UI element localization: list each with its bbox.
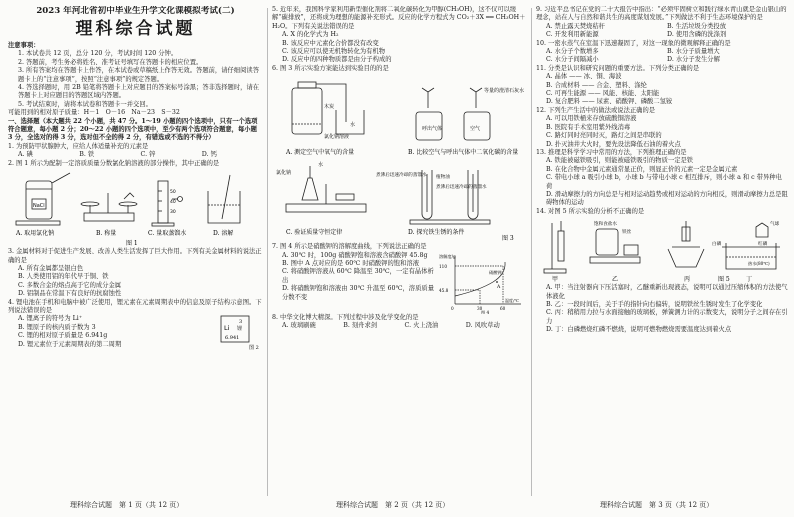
atomic-number: 3 bbox=[239, 319, 243, 326]
tick-label: 30 bbox=[170, 210, 176, 216]
figure-number: 图 1 bbox=[126, 240, 138, 248]
figure-label: 空气 bbox=[470, 126, 481, 133]
dropper-icon bbox=[422, 88, 434, 108]
balance-icon bbox=[590, 257, 640, 263]
option: C. 开发利用新能源 bbox=[546, 31, 599, 39]
tick-label: 50 bbox=[170, 190, 176, 196]
option: B. 铁 bbox=[79, 151, 95, 159]
balance-icon bbox=[286, 204, 366, 212]
option: C. 水分子间隔减小 bbox=[546, 56, 599, 64]
option: D. 风吹草动 bbox=[465, 322, 500, 330]
option: B. 在化合物中金属元素通常显正价，则显正价的元素一定是金属元素 bbox=[546, 165, 738, 173]
option: B. 合成材料 —— 合金、塑料、涤纶 bbox=[546, 81, 647, 89]
figure-label: 饱和食盐水 bbox=[594, 222, 617, 228]
nacl-label: NaCl bbox=[33, 203, 45, 210]
question-14: 14. 对图 5 所示实验的分析不正确的是 bbox=[536, 207, 645, 215]
figure-caption: D. 溶解 bbox=[213, 230, 234, 238]
x-tick: 60 bbox=[500, 305, 506, 311]
figure-caption: 乙 bbox=[612, 276, 619, 284]
point-label: A bbox=[497, 284, 501, 290]
figure-caption: A. 测定空气中氧气的含量 bbox=[286, 149, 355, 157]
option: D. 复合肥料 —— 尿素、硝酸钾、磷酸二氢铵 bbox=[546, 98, 673, 106]
option: A. 碘 bbox=[18, 151, 33, 159]
option: B. 生活垃圾分类投放 bbox=[667, 22, 727, 30]
figure-label: 氯化钠 bbox=[276, 170, 292, 177]
gas-bottle-icon bbox=[292, 88, 322, 134]
option: C. 锂的相对原子质量是 6.941g bbox=[18, 332, 108, 340]
figure-label: 煮沸后迅速冷却的蒸馏水 bbox=[376, 173, 427, 179]
figure-label: 等量的澄清石灰水 bbox=[484, 88, 525, 95]
figure-caption: D. 探究铁生锈的条件 bbox=[408, 229, 465, 237]
option: A. 水分子个数增多 bbox=[546, 48, 599, 56]
graduated-cylinder-icon bbox=[158, 181, 168, 223]
element-name: 锂 bbox=[237, 326, 243, 333]
page-footer-2: 理科综合试题 第 2 页（共 12 页） bbox=[336, 501, 450, 509]
figure-1-lab-operations bbox=[8, 169, 263, 247]
figure-label: 热水(80℃) bbox=[748, 261, 770, 267]
option: C. 锌 bbox=[140, 151, 156, 159]
option: B. 水分子质量增大 bbox=[667, 48, 720, 56]
option: A. 禁止露天焚烧秸秆 bbox=[546, 22, 605, 30]
option: A. 甲：当注射器向下压活塞时，乙醚重新出现液态，说明可以通过压缩体积的方法使气体液化 bbox=[546, 284, 788, 300]
column-2 bbox=[272, 6, 527, 494]
figure-caption: C. 验证质量守恒定律 bbox=[286, 229, 343, 237]
option: B. 刻舟求剑 bbox=[343, 322, 378, 330]
option: A. X 的化学式为 H₂ bbox=[282, 31, 339, 39]
option: B. 锂原子的核内质子数为 3 bbox=[18, 323, 96, 331]
option: D. 水分子发生分解 bbox=[667, 56, 720, 64]
element-symbol: Li bbox=[224, 324, 230, 333]
figure-label: 水 bbox=[350, 122, 356, 129]
column-3 bbox=[536, 6, 788, 494]
option: D. 扑灭油井大火时，要先设法降低石油的着火点 bbox=[546, 140, 681, 148]
option: B. 人类使用铝的年代早于铜、铁 bbox=[18, 273, 109, 281]
note-5: 5. 考试结束时，请将本试卷和答题卡一并交回。 bbox=[18, 100, 152, 108]
question-10: 10. 一密水蒸气在室温下迅速凝固了，对这一现象的微观解释正确的是 bbox=[536, 39, 731, 47]
trough-icon bbox=[668, 249, 704, 267]
figure-number: 图 3 bbox=[502, 235, 514, 243]
figure-number: 图 4 bbox=[481, 309, 490, 314]
y-tick: 110 bbox=[439, 263, 447, 269]
figure-caption: 丙 bbox=[684, 276, 691, 284]
option: C. 多数合金的熔点高于它的成分金属 bbox=[18, 281, 122, 289]
option: A. 可以用铁桶来存放硫酸铜溶液 bbox=[546, 115, 637, 123]
question-2: 2. 图 1 所示为配制一定溶质质量分数氯化钠溶液的部分操作，其中正确的是 bbox=[8, 159, 220, 167]
x-tick: 0 bbox=[451, 305, 454, 311]
question-9: 9. 习近平总书记在党的二十大报告中指出：“必须牢固树立和践行绿水青山就是金山银山的理念，站在人与自然和谐共生的高度谋划发展。”下列做法不利于生态环境保护的是 bbox=[536, 6, 787, 22]
figure-number: 图 5 bbox=[718, 276, 730, 284]
question-11: 11. 分类是认识和研究问题的重要方法。下列分类正确的是 bbox=[536, 64, 700, 72]
figure-5-experiments bbox=[536, 217, 788, 283]
option: A. 锂离子的符号为 Li⁺ bbox=[18, 315, 83, 323]
question-5: 5. 近年来，我国科学家利用新型催化剂将二氧化碳转化为甲醇(CH₃OH)，这不仅可以缓解“碳排放”，还将成为理想的能源补充形式。反应的化学方程式为 CO₂＋3X ══ CH₃OH＋H₂O。下列有关说法错误的是 bbox=[272, 6, 526, 30]
figure-label: 氯化钠溶液 bbox=[324, 134, 350, 141]
section-1-header: 一、选择题（本大题共 22 个小题，共 47 分。1～19 小题的四个选项中，只有一个选项符合题意，每小题 2 分；20～22 小题的四个选项中，至少有两个选项符合题意，每小题 3 分，全选对的得 3 分，选对但不全的得 2 分，有错选或不选的不得分） bbox=[8, 117, 258, 142]
question-1-options bbox=[8, 151, 263, 159]
option: A. 30℃ 时，100g 硝酸钾饱和溶液含硝酸钾 45.8g bbox=[282, 251, 428, 259]
question-6: 6. 图 3 所示实验方案能达到实验目的的是 bbox=[272, 64, 389, 72]
exam-title: 2023 年河北省初中毕业生升学文化课模拟考试(二) bbox=[36, 6, 235, 16]
option: A. 晶体 —— 冰、铜、海波 bbox=[546, 73, 622, 81]
option: D. 反应中的四种物质都是由分子构成的 bbox=[282, 56, 392, 64]
series-label: 硝酸钾 bbox=[489, 269, 502, 275]
figure-label: 白磷 bbox=[712, 242, 722, 248]
figure-caption: 甲 bbox=[552, 276, 559, 284]
option: D. 滑动摩擦力的方向总是与相对运动趋势或相对运动的方向相反，则滑动摩擦力总是阻碍物体的运动 bbox=[546, 190, 788, 207]
option: D. 使用含磷的洗涤剂 bbox=[667, 31, 727, 39]
atomic-mass: 6.941 bbox=[225, 335, 240, 342]
figure-label: 气球 bbox=[770, 222, 780, 228]
figure-caption: B. 比较空气与呼出气体中二氧化碳的含量 bbox=[408, 149, 519, 157]
question-4: 4. 锂电池在手机和电脑中被广泛使用，锂元素在元素周期表中的信息及原子结构示意图。下列说法错误的是 bbox=[8, 298, 262, 314]
option: A. 玻璃刷碗 bbox=[282, 322, 316, 330]
note-4: 4. 答选择题时，用 2B 铅笔将答题卡上对应题目的答案标号涂黑；答非选择题时，请在答题卡上对应题目的答题区域内答题。 bbox=[18, 84, 260, 100]
figure-4-solubility-curve bbox=[435, 252, 527, 314]
option: C. 路灯同时亮同时灭，路灯之间是串联的 bbox=[546, 132, 662, 140]
y-axis-label: 溶解度/g bbox=[439, 253, 456, 259]
figure-label: 煮沸后迅速冷却的蒸馏水 bbox=[436, 185, 487, 191]
question-8: 8. 中华文化博大精深。下列过程中涉及化学变化的是 bbox=[272, 313, 419, 321]
option: B. 该反应中元素化合价都没有改变 bbox=[282, 39, 379, 47]
figure-label: 红磷 bbox=[758, 242, 768, 248]
question-10-options bbox=[536, 48, 788, 65]
option: C. 该反应可以使无机物转化为有机物 bbox=[282, 48, 386, 56]
y-tick: 45.8 bbox=[439, 287, 449, 293]
point-a bbox=[496, 281, 498, 283]
x-tick: 30 bbox=[477, 305, 483, 311]
tick-label: 40 bbox=[170, 200, 176, 206]
figure-caption: C. 量取蒸馏水 bbox=[148, 230, 187, 238]
page-footer-3: 理科综合试题 第 3 页（共 12 页） bbox=[600, 501, 714, 509]
note-1: 1. 本试卷共 12 页，总分 120 分，考试时间 120 分钟。 bbox=[18, 50, 178, 58]
option: D. 将硝酸钾饱和溶液由 30℃ 升温至 60℃，溶质质量分数不变 bbox=[282, 285, 434, 301]
option: C. 丙：稍稍用力拉与水面接触的玻璃板，弹簧测力计的示数变大，说明分子之间存在引力 bbox=[546, 309, 788, 325]
figure-label: 水 bbox=[318, 162, 324, 169]
option: C. 可再生能源 —— 风能、核能、太阳能 bbox=[546, 90, 660, 98]
figure-label: 植物油 bbox=[436, 175, 450, 181]
notes-title: 注意事项： bbox=[8, 42, 40, 49]
option: D. 铝制品在常温下有良好的抗腐蚀性 bbox=[18, 290, 122, 298]
question-12: 12. 下列生产生活中的做法或说法正确的是 bbox=[536, 106, 656, 114]
column-divider bbox=[531, 8, 532, 496]
option: D. 丁：白磷燃烧红磷不燃烧，说明可燃物燃烧需要温度达到着火点 bbox=[546, 326, 732, 334]
question-13: 13. 推理是科学学习中常用的方法，下列推理正确的是 bbox=[536, 148, 687, 156]
option: A. 所有金属都呈银白色 bbox=[18, 264, 84, 272]
question-1: 1. 为预防甲状腺肿大，应给人体适量补充的元素是 bbox=[8, 142, 149, 150]
bottle-icon bbox=[596, 229, 618, 255]
figure-label: 铁丝 bbox=[622, 230, 632, 236]
flask-icon bbox=[302, 178, 318, 200]
option: C. 带电小球 a 吸引小球 b，小球 b 与带电小球 c 相互排斥，则小球 a 和 c 带异种电荷 bbox=[546, 174, 782, 190]
question-3: 3. 金属材料对于促进生产发展、改善人类生活发挥了巨大作用。下列有关金属材料的说法正确的是 bbox=[8, 248, 262, 264]
note-3: 3. 所有答案均在答题卡上作答，在本试卷或草稿纸上作答无效。答题前，请仔细阅读答题卡上的“注意事项”，按照“注意事项”的规定答题。 bbox=[18, 67, 259, 83]
option: D. 锂元素位于元素周期表的第二周期 bbox=[18, 340, 122, 348]
option: B. 乙：一段时间后，关于手的指针向右偏转，说明铁丝生锈时发生了化学变化 bbox=[546, 300, 763, 308]
option: A. 铁能被磁铁吸引，则能被磁铁吸引的物质一定是铁 bbox=[546, 157, 694, 165]
atomic-masses: 可能用到的相对原子质量：H－1 O－16 Na－23 S－32 bbox=[8, 109, 180, 117]
syringe-icon bbox=[558, 231, 564, 261]
subject-title: 理科综合试题 bbox=[75, 19, 196, 39]
figure-label: 木炭 bbox=[324, 104, 335, 111]
column-1 bbox=[8, 6, 263, 494]
question-7: 7. 图 4 所示是硝酸钾的溶解度曲线，下列说法正确的是 bbox=[272, 243, 427, 251]
balance-icon bbox=[84, 213, 134, 221]
option: B. 医院有手术室用紫外线消毒 bbox=[546, 123, 631, 131]
x-axis-label: 温度/℃ bbox=[505, 297, 519, 303]
question-9-options bbox=[536, 23, 788, 40]
note-2: 2. 答题前，考生务必将姓名、准考证号填写在答题卡的相应位置。 bbox=[18, 58, 203, 66]
figure-label: 呼出气体 bbox=[422, 126, 443, 133]
figure-3-experiments bbox=[272, 74, 527, 242]
option: D. 钙 bbox=[201, 151, 217, 159]
figure-number: 图 2 bbox=[249, 345, 259, 352]
option: C. 火上浇油 bbox=[404, 322, 439, 330]
page-footer-1: 理科综合试题 第 1 页（共 12 页） bbox=[70, 501, 184, 509]
figure-caption: A. 取用氯化钠 bbox=[16, 230, 55, 238]
option: B. 图中 A 点对应的是 60℃ 时硝酸钾的饱和溶液 bbox=[282, 260, 419, 268]
question-8-options bbox=[272, 322, 527, 330]
figure-caption: B. 称量 bbox=[96, 230, 117, 238]
figure-caption: 丁 bbox=[746, 276, 753, 284]
option: C. 将硝酸钾溶液从 60℃ 降温至 30℃，一定有晶体析出 bbox=[282, 268, 434, 284]
periodic-table-cell bbox=[219, 315, 263, 351]
column-divider bbox=[267, 8, 268, 496]
